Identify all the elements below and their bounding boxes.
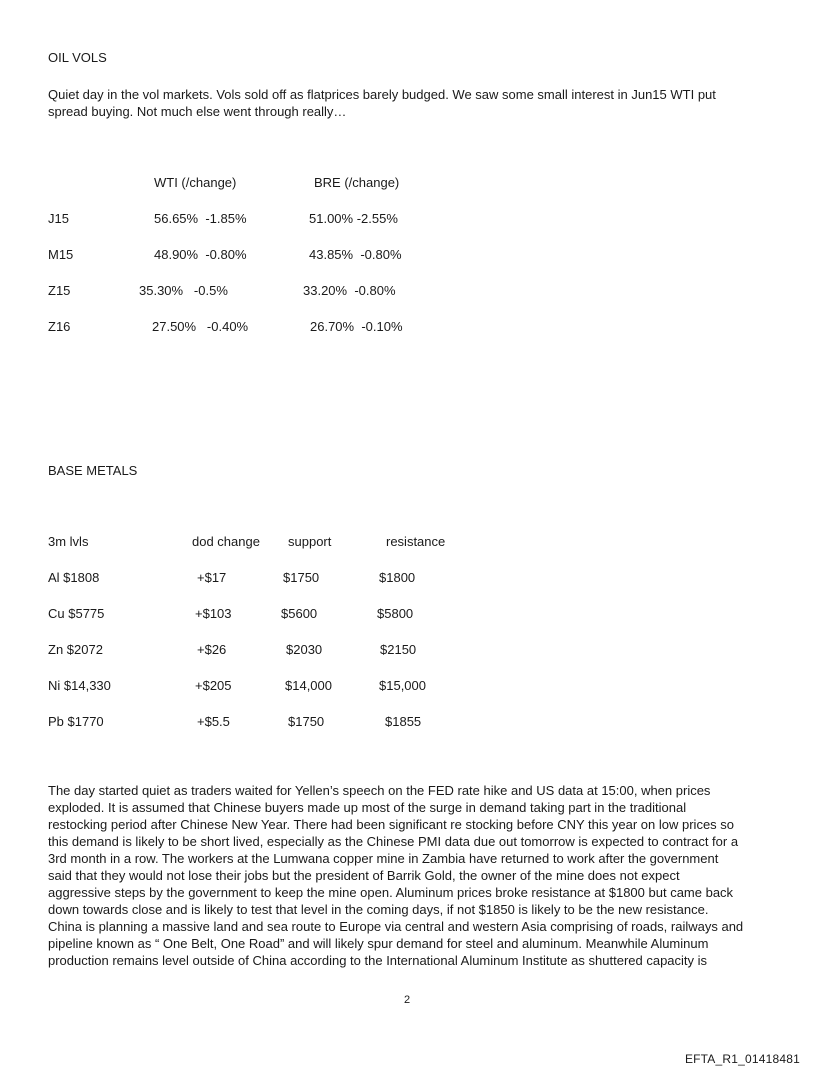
oil-row-label: Z15 xyxy=(48,283,71,298)
base-metals-heading: BASE METALS xyxy=(48,463,138,478)
metal-level: Pb $1770 xyxy=(48,714,104,729)
commentary-line: aggressive steps by the government to keep the mine open. Aluminum prices broke resistance at $1800 but came back xyxy=(48,885,734,900)
document-id-footer: EFTA_R1_01418481 xyxy=(684,1052,800,1066)
commentary-line: The day started quiet as traders waited for Yellen’s speech on the FED rate hike and US data at 15:00, when prices xyxy=(48,783,711,798)
metal-support: $14,000 xyxy=(285,678,332,693)
metal-resistance: $1855 xyxy=(385,714,422,729)
metals-col-resistance: resistance xyxy=(386,534,446,549)
metal-dod: +$26 xyxy=(197,642,227,657)
metal-support: $1750 xyxy=(288,714,325,729)
oil-row-bre: 51.00% -2.55% xyxy=(309,211,398,226)
oil-row-wti: 27.50% -0.40% xyxy=(152,319,249,334)
metal-support: $1750 xyxy=(283,570,320,585)
metal-resistance: $5800 xyxy=(377,606,414,621)
oil-row-label: J15 xyxy=(48,211,69,226)
commentary-line: this demand is likely to be short lived, especially as the Chinese PMI data due out tomorrow is expected to contract for a xyxy=(48,834,739,849)
metals-col-support: support xyxy=(288,534,332,549)
metals-col-lvls: 3m lvls xyxy=(48,534,89,549)
metal-level: Cu $5775 xyxy=(48,606,105,621)
oil-col-wti: WTI (/change) xyxy=(154,175,237,190)
page-number: 2 xyxy=(404,994,411,1006)
metal-level: Zn $2072 xyxy=(48,642,103,657)
commentary-line: said that they would not lose their jobs but the president of Barrik Gold, the owner of the mine does not expect xyxy=(48,868,680,883)
oil-row-label: M15 xyxy=(48,247,74,262)
metal-dod: +$103 xyxy=(195,606,232,621)
commentary-line: down towards close and is likely to test that level in the coming days, if not $1850 is likely to be the new resistance. xyxy=(48,902,709,917)
metals-commentary xyxy=(48,782,768,969)
commentary-line: restocking period after Chinese New Year. There had been significant re stocking before CNY this year on low prices so xyxy=(48,817,735,832)
commentary-line: China is planning a massive land and sea route to Europe via central and western Asia comprising of roads, railways and xyxy=(48,919,744,934)
metal-dod: +$17 xyxy=(197,570,227,585)
metal-support: $2030 xyxy=(286,642,323,657)
oil-vols-heading: OIL VOLS xyxy=(48,50,107,65)
oil-row-bre: 26.70% -0.10% xyxy=(310,319,403,334)
metal-support: $5600 xyxy=(281,606,318,621)
oil-intro-line-1: Quiet day in the vol markets. Vols sold off as flatprices barely budged. We saw some small interest in Jun15 WTI put xyxy=(48,87,716,102)
oil-intro-line-2: spread buying. Not much else went through really… xyxy=(48,104,347,119)
metal-level: Ni $14,330 xyxy=(48,678,111,693)
oil-row-wti: 35.30% -0.5% xyxy=(139,283,228,298)
metal-dod: +$205 xyxy=(195,678,232,693)
metals-col-dod: dod change xyxy=(192,534,260,549)
oil-row-wti: 48.90% -0.80% xyxy=(154,247,247,262)
metal-dod: +$5.5 xyxy=(197,714,230,729)
commentary-line: exploded. It is assumed that Chinese buyers made up most of the surge in demand taking part in the traditional xyxy=(48,800,687,815)
oil-row-bre: 33.20% -0.80% xyxy=(303,283,396,298)
oil-row-label: Z16 xyxy=(48,319,71,334)
oil-col-bre: BRE (/change) xyxy=(314,175,400,190)
oil-row-wti: 56.65% -1.85% xyxy=(154,211,247,226)
metal-level: Al $1808 xyxy=(48,570,100,585)
commentary-line: production remains level outside of China according to the International Aluminum Institute as shuttered capacity is xyxy=(48,953,708,968)
commentary-line: pipeline known as “ One Belt, One Road” and will likely spur demand for steel and aluminum. Meanwhile Aluminum xyxy=(48,936,709,951)
metal-resistance: $2150 xyxy=(380,642,417,657)
commentary-line: 3rd month in a row. The workers at the Lumwana copper mine in Zambia have returned to work after the government xyxy=(48,851,719,866)
metal-resistance: $1800 xyxy=(379,570,416,585)
metal-resistance: $15,000 xyxy=(379,678,426,693)
oil-row-bre: 43.85% -0.80% xyxy=(309,247,402,262)
